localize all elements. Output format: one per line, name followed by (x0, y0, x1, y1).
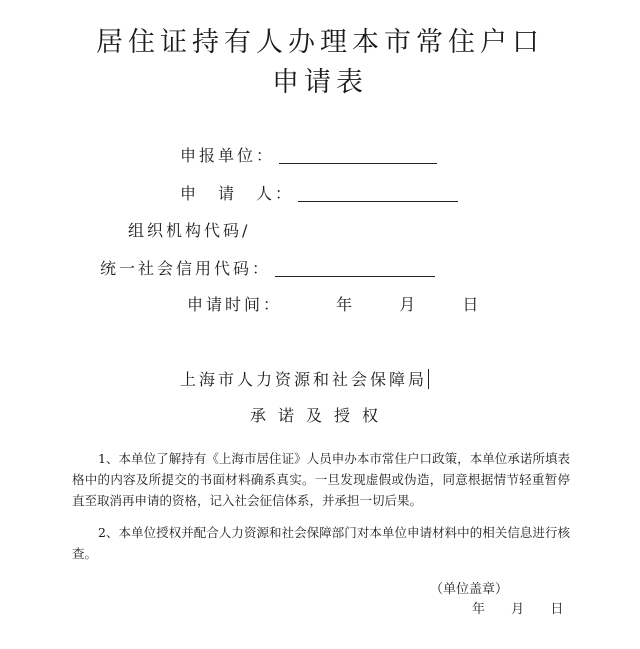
field-apply-time (187, 292, 481, 315)
field-credit-code (100, 256, 435, 279)
unit-seal-label: （单位盖章） (430, 582, 509, 597)
field-applicant (180, 181, 458, 204)
month-label: 月 (399, 295, 419, 314)
field-label: 申请时间： (187, 295, 283, 314)
field-label: 统一社会信用代码： (100, 259, 272, 278)
month-label: 月 (511, 602, 527, 617)
year-label: 年 (472, 602, 488, 617)
authority-name (180, 367, 429, 390)
field-label: 组织机构代码/ (128, 221, 251, 240)
section-title: 承诺及授权 (249, 406, 390, 425)
blank-line[interactable] (275, 260, 435, 277)
commitment-paragraph-2: 2、本单位授权并配合人力资源和社会保障部门对本单位申请材料中的相关信息进行核查。 (72, 525, 570, 561)
day-label: 日 (550, 602, 566, 617)
blank-line[interactable] (298, 185, 458, 202)
authority-text: 上海市人力资源和社会保障局 (180, 370, 428, 389)
text-cursor (428, 369, 429, 389)
year-label: 年 (336, 295, 356, 314)
field-label: 申 请 人： (180, 184, 295, 203)
field-reporting-unit (180, 143, 437, 166)
form-title-line2: 申请表 (272, 67, 368, 98)
blank-line[interactable] (279, 147, 437, 164)
day-label: 日 (462, 295, 482, 314)
signature-date (472, 598, 565, 617)
field-label: 申报单位： (180, 146, 276, 165)
field-org-code (128, 218, 250, 241)
form-title-line1: 居住证持有人办理本市常住户口 (96, 27, 544, 58)
commitment-paragraph-1: 1、本单位了解持有《上海市居住证》人员申办本市常住户口政策，本单位承诺所填表格中的内容及所提交的书面材料确系真实。一旦发现虚假或伪造，同意根据情节轻重暂停直至取消再申请的资格，记入社会征信体系，并承担一切后果。 (72, 451, 570, 508)
